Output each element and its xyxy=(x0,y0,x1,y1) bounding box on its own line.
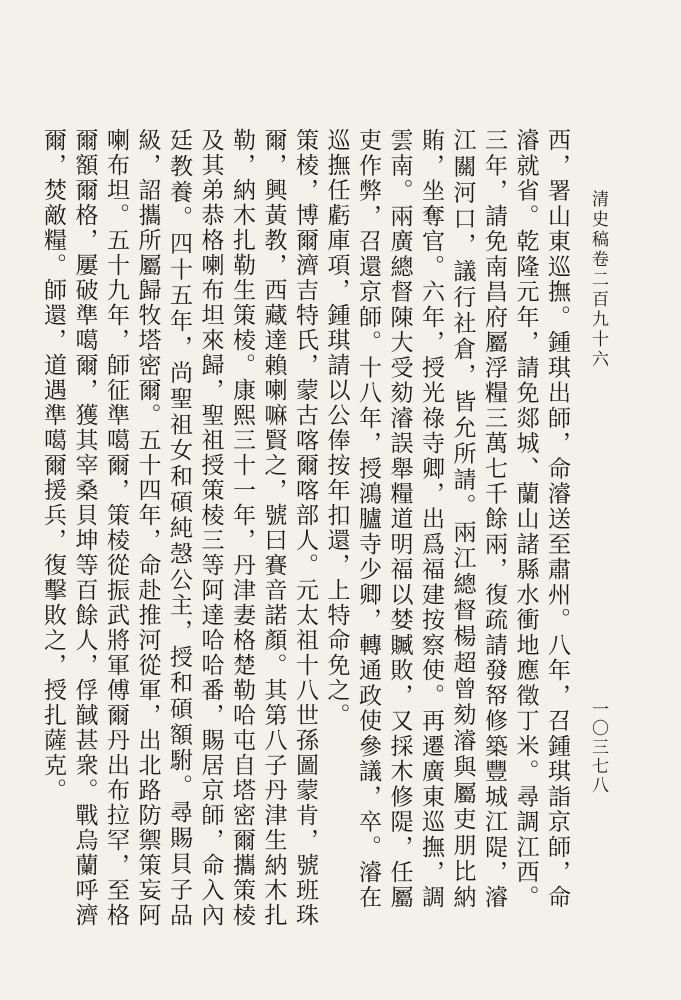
paragraph-celeng-biography: 策棱，博爾濟吉特氏，蒙古喀爾喀部人。元太祖十八世孫圖蒙肯，號班珠爾，興黃教，西藏達賴喇嘛賢之，號曰賽音諾顏。其第八子丹津生納木扎勒，納木扎勒生策棱。康熙三十一年，丹津妻格楚勒哈屯自塔密爾攜策棱及其弟恭格喇布坦來歸，聖祖授策棱三等阿達哈哈番，賜居京師，命入內廷教養。四十五年，尚聖祖女和碩純愨公主，授和碩額駙。尋賜貝子品級，詔攜所屬歸牧塔密爾。五十四年，命赴推河從軍，出北路防禦策妄阿喇布坦。五十九年，師征準噶爾，策棱從振武將軍傅爾丹出布拉罕，至格爾額爾格，屢破準噶爾，獲其宰桑貝坤等百餘人，俘馘甚衆。戰烏蘭呼濟爾，焚敵糧。師還，道遇準噶爾援兵，復擊敗之，授扎薩克。 xyxy=(40,128,318,928)
paragraph-jun-section: 西，署山東巡撫。鍾琪出師，命濬送至肅州。八年，召鍾琪詣京師，命濬就省。乾隆元年，請免郯城、蘭山諸縣水衝地應徵丁米。尋調江西。三年，請免南昌府屬浮糧三萬七千餘兩，復疏請發帑修築豐城江隄，濬江關河口，議行社倉，皆允所請。兩江總督楊超曾劾濬與屬吏朋比納賄，坐奪官。六年，授光祿寺卿，出爲福建按察使。再遷廣東巡撫，調雲南。兩廣總督陳大受劾濬誤舉糧道明福以婪贓敗，又採木修隄，任屬吏作弊，召還京師。十八年，授鴻臚寺少卿，轉通政使參議，卒。濬在巡撫任虧庫項，鍾琪請以公俸按年扣還，上特命免之。 xyxy=(323,128,570,910)
running-title: 清史稿卷二百九十六 xyxy=(588,190,608,370)
page-number: 一〇三七八 xyxy=(588,700,608,795)
main-text xyxy=(37,128,573,928)
